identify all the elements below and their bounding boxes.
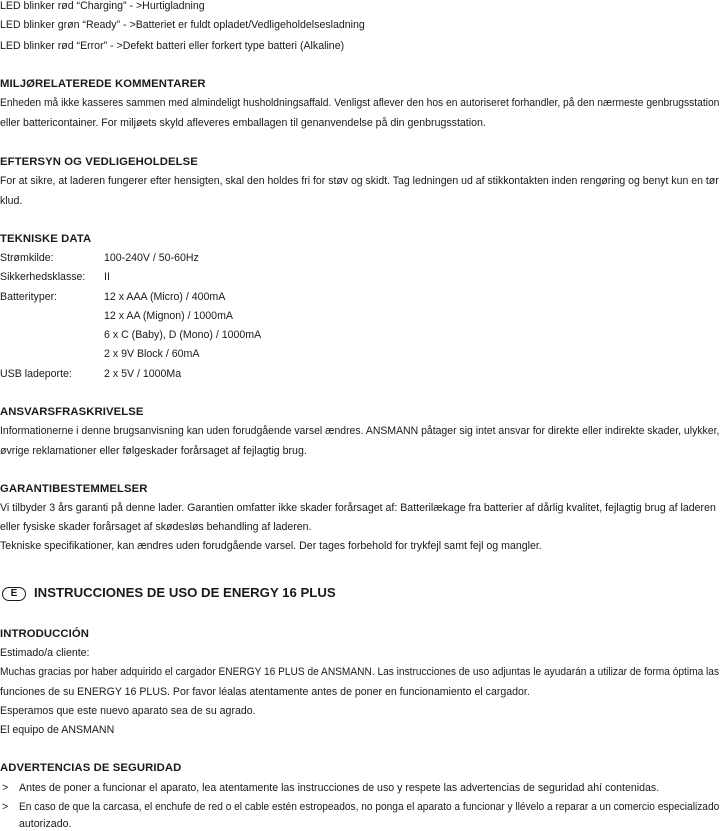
safety-item: Antes de poner a funcionar el aparato, lea atentamente las instrucciones de uso y respete las advertencias de seguridad ahí contenidas. — [19, 782, 660, 794]
spec-value: 100-240V / 50-60Hz — [104, 252, 199, 264]
body-text-line: Informationerne i denne brugsanvisning kan uden forudgående varsel ændres. ANSMANN påtager sig intet ansvar for direkte eller indirekte skader, ulykker, — [0, 425, 720, 437]
section-heading-technical-data: TEKNISKE DATA — [0, 233, 92, 245]
led-status-line: LED blinker grøn “Ready” - >Batteriet er fuldt opladet/Vedligeholdelsesladning — [0, 19, 365, 31]
spec-value: 12 x AA (Mignon) / 1000mA — [104, 310, 233, 322]
section-heading-disclaimer: ANSVARSFRASKRIVELSE — [0, 406, 144, 418]
body-text-line: eller fysiske skader forårsaget af skødesløs behandling af laderen. — [0, 521, 312, 533]
spec-value: 2 x 5V / 1000Ma — [104, 368, 182, 380]
spec-label: Strømkilde: — [0, 252, 54, 264]
body-text-line: klud. — [0, 195, 23, 207]
bullet-marker: > — [2, 782, 9, 794]
section-heading-maintenance: EFTERSYN OG VEDLIGEHOLDELSE — [0, 156, 198, 168]
body-text-line: El equipo de ANSMANN — [0, 724, 115, 736]
body-text-line: Enheden må ikke kasseres sammen med almindeligt husholdningsaffald. Venligst aflever den hos en autoriseret forhandler, på den nærmeste genbrugsstation — [0, 97, 720, 109]
section-heading-environment: MILJØRELATEREDE KOMMENTARER — [0, 78, 206, 90]
spec-value: 12 x AAA (Micro) / 400mA — [104, 291, 226, 303]
body-text-line: Vi tilbyder 3 års garanti på denne lader. Garantien omfatter ikke skader forårsaget af: Batterilækage fra batterier af dårlig kvalitet, fejlagtig brug af laderen — [0, 502, 716, 514]
body-text-line: funciones de su ENERGY 16 PLUS. Por favor léalas atentamente antes de poner en funcionamiento el cargador. — [0, 686, 530, 698]
safety-item-continued: autorizado. — [19, 818, 72, 830]
spec-value: 2 x 9V Block / 60mA — [104, 348, 200, 360]
spec-label: Batterityper: — [0, 291, 58, 303]
section-heading-warranty: GARANTIBESTEMMELSER — [0, 483, 148, 495]
body-text-line: Esperamos que este nuevo aparato sea de su agrado. — [0, 705, 256, 717]
body-text-line: Muchas gracias por haber adquirido el cargador ENERGY 16 PLUS de ANSMANN. Las instrucciones de uso adjuntas le ayudarán a utilizar de forma óptima las — [0, 666, 720, 678]
language-badge-e: E — [2, 587, 26, 601]
led-status-line: LED blinker rød “Charging” - >Hurtigladning — [0, 0, 205, 12]
body-text-line: For at sikre, at laderen fungerer efter hensigten, skal den holdes fri for støv og skidt. Tag ledningen ud af stikkontakten inden rengøring og benyt kun en tør — [0, 175, 719, 187]
bullet-marker: > — [2, 801, 9, 813]
spec-value: 6 x C (Baby), D (Mono) / 1000mA — [104, 329, 262, 341]
section-heading-introduction: INTRODUCCIÓN — [0, 628, 90, 640]
spec-value: II — [104, 271, 110, 283]
body-text-line: eller battericontainer. For miljøets skyld afleveres emballagen til genanvendelse på din genbrugsstation. — [0, 117, 486, 129]
body-text-line: øvrige reklamationer eller følgeskader forårsaget af fejlagtig brug. — [0, 445, 307, 457]
spec-label: USB ladeporte: — [0, 368, 72, 380]
section-heading-safety: ADVERTENCIAS DE SEGURIDAD — [0, 762, 182, 774]
spec-label: Sikkerhedsklasse: — [0, 271, 86, 283]
body-text-line: Tekniske specifikationer, kan ændres uden forudgående varsel. Der tages forbehold for trykfejl samt fejl og mangler. — [0, 540, 542, 552]
spanish-section-title: INSTRUCCIONES DE USO DE ENERGY 16 PLUS — [34, 585, 336, 600]
led-status-line: LED blinker rød “Error” - >Defekt batteri eller forkert type batteri (Alkaline) — [0, 40, 345, 52]
safety-item: En caso de que la carcasa, el enchufe de red o el cable estén estropeados, no ponga el aparato a funcionar y llévelo a reparar a un comercio especializado — [19, 801, 720, 813]
body-text-line: Estimado/a cliente: — [0, 647, 90, 659]
